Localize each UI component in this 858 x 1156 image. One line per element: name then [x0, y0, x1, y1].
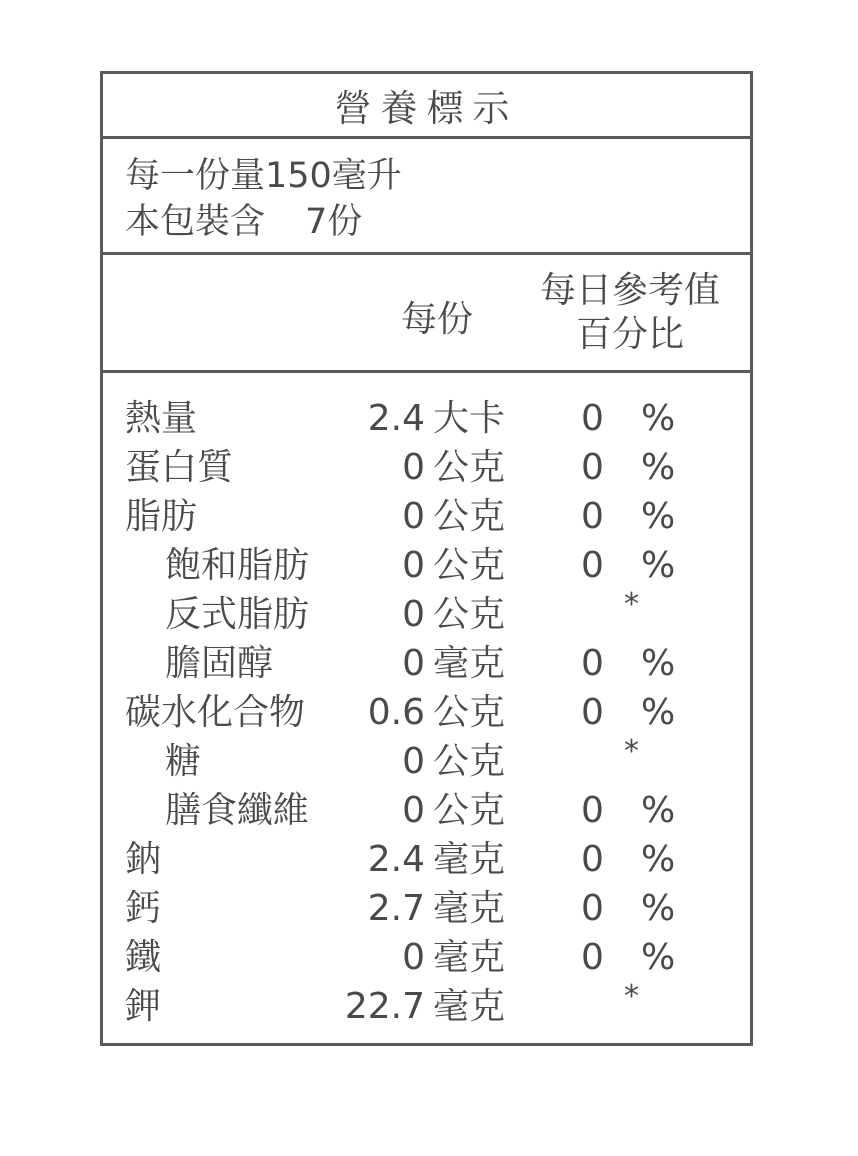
percent-sign: %	[641, 692, 676, 733]
nutrient-amount: 0	[402, 594, 425, 635]
nutrient-name: 碳水化合物	[125, 692, 306, 733]
nutrient-unit: 公克	[433, 741, 506, 782]
nutrient-unit: 公克	[433, 594, 506, 635]
nutrient-name: 鉀	[125, 986, 162, 1027]
nutrient-rows	[103, 394, 750, 1031]
nutrient-name: 脂肪	[125, 496, 198, 537]
asterisk-note: *	[624, 587, 639, 622]
nutrient-dv: 0	[581, 398, 604, 439]
nutrient-amount: 0	[402, 643, 425, 684]
nutrient-unit: 大卡	[433, 398, 506, 439]
daily-value-header: 每日參考值 百分比	[539, 270, 720, 355]
nutrient-unit: 公克	[433, 447, 506, 488]
asterisk-note: *	[624, 734, 639, 769]
nutrient-row-cholesterol	[103, 639, 750, 688]
nutrient-unit: 公克	[433, 790, 506, 831]
percent-sign: %	[641, 937, 676, 978]
nutrient-row-saturated-fat	[103, 541, 750, 590]
nutrient-amount: 22.7	[344, 986, 425, 1027]
nutrient-row-energy	[103, 394, 750, 443]
asterisk-note: *	[624, 979, 639, 1014]
nutrient-dv: 0	[581, 888, 604, 929]
percent-sign: %	[641, 447, 676, 488]
nutrient-dv: 0	[581, 790, 604, 831]
nutrient-amount: 0	[402, 937, 425, 978]
percent-sign: %	[641, 839, 676, 880]
nutrient-unit: 毫克	[433, 643, 506, 684]
nutrient-row-dietary-fiber	[103, 786, 750, 835]
nutrient-row-fat	[103, 492, 750, 541]
nutrient-dv: 0	[581, 937, 604, 978]
nutrient-amount: 0	[402, 790, 425, 831]
nutrient-unit: 毫克	[433, 888, 506, 929]
nutrient-row-protein	[103, 443, 750, 492]
nutrient-amount: 2.7	[367, 888, 425, 929]
nutrient-name: 熱量	[125, 398, 198, 439]
percent-sign: %	[641, 398, 676, 439]
nutrient-dv: 0	[581, 692, 604, 733]
nutrient-name: 鈣	[125, 888, 162, 929]
nutrient-name: 反式脂肪	[165, 594, 310, 635]
nutrient-unit: 公克	[433, 496, 506, 537]
nutrient-name: 膽固醇	[165, 643, 274, 684]
nutrient-amount: 2.4	[367, 839, 425, 880]
percent-sign: %	[641, 643, 676, 684]
label-title: 營養標示	[103, 74, 750, 139]
nutrient-row-iron	[103, 933, 750, 982]
nutrient-unit: 公克	[433, 692, 506, 733]
nutrient-dv: 0	[581, 839, 604, 880]
nutrient-amount: 2.4	[367, 398, 425, 439]
serving-size: 每一份量150毫升	[125, 156, 402, 196]
nutrient-row-calcium	[103, 884, 750, 933]
nutrient-dv: 0	[581, 643, 604, 684]
nutrient-name: 飽和脂肪	[165, 545, 310, 586]
nutrient-row-potassium	[103, 979, 750, 1031]
nutrient-dv: 0	[581, 496, 604, 537]
percent-sign: %	[641, 496, 676, 537]
nutrient-unit: 公克	[433, 545, 506, 586]
nutrient-amount: 0	[402, 496, 425, 537]
nutrition-label	[100, 71, 753, 1046]
percent-sign: %	[641, 790, 676, 831]
nutrient-dv: 0	[581, 545, 604, 586]
nutrient-row-trans-fat	[103, 587, 750, 639]
servings-label: 本包裝含	[125, 202, 266, 242]
nutrient-name: 蛋白質	[125, 447, 234, 488]
percent-sign: %	[641, 545, 676, 586]
nutrient-name: 鐵	[125, 937, 162, 978]
nutrient-unit: 毫克	[433, 937, 506, 978]
nutrient-amount: 0	[402, 545, 425, 586]
nutrient-amount: 0.6	[367, 692, 425, 733]
nutrient-unit: 毫克	[433, 986, 506, 1027]
nutrient-amount: 0	[402, 447, 425, 488]
nutrient-name: 鈉	[125, 839, 162, 880]
nutrient-unit: 毫克	[433, 839, 506, 880]
column-header	[103, 255, 750, 373]
nutrient-dv: 0	[581, 447, 604, 488]
nutrient-name: 糖	[165, 741, 202, 782]
servings-per-package	[125, 199, 750, 245]
nutrient-row-sodium	[103, 835, 750, 884]
percent-sign: %	[641, 888, 676, 929]
nutrient-amount: 0	[402, 741, 425, 782]
nutrient-name: 膳食纖維	[165, 790, 310, 831]
serving-info	[103, 139, 750, 255]
nutrient-row-carbohydrate	[103, 688, 750, 737]
servings-count: 7份	[305, 202, 363, 242]
per-serving-header: 每份	[401, 299, 474, 340]
nutrient-row-sugar	[103, 734, 750, 786]
